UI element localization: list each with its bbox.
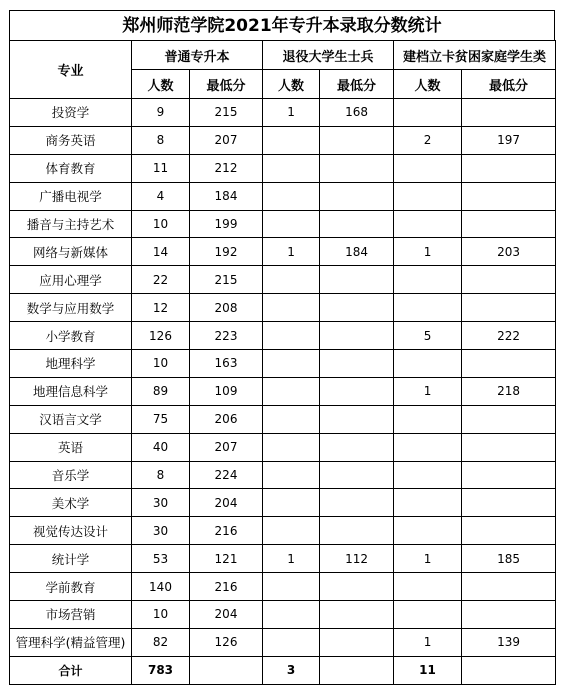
count-poverty-cell [394, 433, 462, 461]
table-row [10, 377, 556, 405]
header-count: 人数 [132, 70, 190, 99]
major-cell: 统计学 [10, 545, 132, 573]
min-score-poverty-cell [462, 601, 556, 629]
min-score-poverty-cell [462, 294, 556, 322]
table-row [10, 266, 556, 294]
table-row [10, 182, 556, 210]
count-poverty-cell [394, 517, 462, 545]
count-veteran-cell [263, 266, 320, 294]
min-score-regular-cell: 215 [190, 99, 263, 127]
major-cell: 数学与应用数学 [10, 294, 132, 322]
min-score-veteran-cell: 184 [320, 238, 394, 266]
min-score-poverty-cell [462, 461, 556, 489]
major-cell: 地理信息科学 [10, 377, 132, 405]
header-min-score: 最低分 [190, 70, 263, 99]
total-empty [190, 656, 263, 684]
count-regular-cell: 10 [132, 350, 190, 378]
table-row [10, 154, 556, 182]
major-cell: 商务英语 [10, 126, 132, 154]
count-veteran-cell [263, 210, 320, 238]
min-score-poverty-cell [462, 154, 556, 182]
major-cell: 广播电视学 [10, 182, 132, 210]
count-veteran-cell: 1 [263, 238, 320, 266]
min-score-regular-cell: 212 [190, 154, 263, 182]
header-group-poverty: 建档立卡贫困家庭学生类 [394, 41, 556, 70]
count-regular-cell: 10 [132, 210, 190, 238]
min-score-regular-cell: 109 [190, 377, 263, 405]
min-score-veteran-cell [320, 573, 394, 601]
min-score-poverty-cell [462, 405, 556, 433]
min-score-poverty-cell [462, 489, 556, 517]
min-score-poverty-cell [462, 99, 556, 127]
table-row [10, 294, 556, 322]
count-poverty-cell [394, 601, 462, 629]
min-score-veteran-cell [320, 126, 394, 154]
count-regular-cell: 12 [132, 294, 190, 322]
min-score-regular-cell: 126 [190, 628, 263, 656]
total-empty [462, 656, 556, 684]
count-poverty-cell: 1 [394, 377, 462, 405]
count-veteran-cell [263, 154, 320, 182]
count-regular-cell: 8 [132, 461, 190, 489]
total-count-poverty: 11 [394, 656, 462, 684]
count-poverty-cell [394, 266, 462, 294]
min-score-poverty-cell [462, 350, 556, 378]
count-veteran-cell [263, 377, 320, 405]
header-min-score: 最低分 [462, 70, 556, 99]
min-score-regular-cell: 215 [190, 266, 263, 294]
min-score-regular-cell: 192 [190, 238, 263, 266]
min-score-poverty-cell [462, 573, 556, 601]
count-poverty-cell [394, 182, 462, 210]
min-score-regular-cell: 223 [190, 322, 263, 350]
count-poverty-cell [394, 99, 462, 127]
min-score-veteran-cell [320, 433, 394, 461]
count-poverty-cell: 1 [394, 628, 462, 656]
count-poverty-cell [394, 489, 462, 517]
min-score-regular-cell: 163 [190, 350, 263, 378]
count-veteran-cell [263, 489, 320, 517]
header-group-regular: 普通专升本 [132, 41, 263, 70]
min-score-veteran-cell [320, 461, 394, 489]
table-row [10, 99, 556, 127]
major-cell: 网络与新媒体 [10, 238, 132, 266]
count-regular-cell: 4 [132, 182, 190, 210]
count-veteran-cell [263, 350, 320, 378]
header-count: 人数 [394, 70, 462, 99]
count-regular-cell: 30 [132, 517, 190, 545]
min-score-poverty-cell [462, 517, 556, 545]
min-score-veteran-cell [320, 294, 394, 322]
table-row [10, 573, 556, 601]
min-score-veteran-cell [320, 628, 394, 656]
header-min-score: 最低分 [320, 70, 394, 99]
min-score-poverty-cell: 218 [462, 377, 556, 405]
count-regular-cell: 89 [132, 377, 190, 405]
count-poverty-cell: 5 [394, 322, 462, 350]
table-row [10, 405, 556, 433]
count-poverty-cell [394, 461, 462, 489]
count-regular-cell: 14 [132, 238, 190, 266]
header-row-groups [10, 41, 556, 70]
min-score-regular-cell: 208 [190, 294, 263, 322]
min-score-regular-cell: 216 [190, 573, 263, 601]
header-count: 人数 [263, 70, 320, 99]
sheet-title: 郑州师范学院2021年专升本录取分数统计 [9, 10, 555, 40]
min-score-veteran-cell [320, 489, 394, 517]
min-score-veteran-cell [320, 601, 394, 629]
count-regular-cell: 82 [132, 628, 190, 656]
count-poverty-cell [394, 350, 462, 378]
major-cell: 美术学 [10, 489, 132, 517]
min-score-veteran-cell: 112 [320, 545, 394, 573]
count-regular-cell: 9 [132, 99, 190, 127]
count-poverty-cell [394, 154, 462, 182]
total-count-regular: 783 [132, 656, 190, 684]
count-regular-cell: 53 [132, 545, 190, 573]
major-cell: 投资学 [10, 99, 132, 127]
table-row [10, 461, 556, 489]
major-cell: 汉语言文学 [10, 405, 132, 433]
min-score-poverty-cell [462, 182, 556, 210]
min-score-veteran-cell [320, 377, 394, 405]
total-row [10, 656, 556, 684]
min-score-regular-cell: 199 [190, 210, 263, 238]
total-label: 合计 [10, 656, 132, 684]
count-poverty-cell: 1 [394, 238, 462, 266]
count-poverty-cell [394, 294, 462, 322]
count-regular-cell: 140 [132, 573, 190, 601]
major-cell: 应用心理学 [10, 266, 132, 294]
count-veteran-cell [263, 322, 320, 350]
count-veteran-cell [263, 628, 320, 656]
min-score-veteran-cell: 168 [320, 99, 394, 127]
min-score-regular-cell: 207 [190, 126, 263, 154]
count-veteran-cell [263, 573, 320, 601]
min-score-veteran-cell [320, 322, 394, 350]
table-body [10, 99, 556, 657]
count-veteran-cell [263, 517, 320, 545]
table-row [10, 238, 556, 266]
count-veteran-cell [263, 182, 320, 210]
min-score-regular-cell: 184 [190, 182, 263, 210]
table-row [10, 628, 556, 656]
major-cell: 英语 [10, 433, 132, 461]
total-empty [320, 656, 394, 684]
min-score-regular-cell: 204 [190, 601, 263, 629]
major-cell: 地理科学 [10, 350, 132, 378]
min-score-poverty-cell: 139 [462, 628, 556, 656]
table-row [10, 489, 556, 517]
count-poverty-cell: 1 [394, 545, 462, 573]
min-score-poverty-cell: 185 [462, 545, 556, 573]
min-score-veteran-cell [320, 182, 394, 210]
table-row [10, 126, 556, 154]
count-veteran-cell [263, 294, 320, 322]
min-score-poverty-cell: 203 [462, 238, 556, 266]
header-group-veteran: 退役大学生士兵 [263, 41, 394, 70]
min-score-veteran-cell [320, 405, 394, 433]
count-veteran-cell [263, 601, 320, 629]
header-major: 专业 [10, 41, 132, 99]
min-score-veteran-cell [320, 350, 394, 378]
min-score-veteran-cell [320, 210, 394, 238]
min-score-regular-cell: 121 [190, 545, 263, 573]
total-count-veteran: 3 [263, 656, 320, 684]
table-row [10, 601, 556, 629]
min-score-veteran-cell [320, 266, 394, 294]
major-cell: 视觉传达设计 [10, 517, 132, 545]
count-regular-cell: 22 [132, 266, 190, 294]
count-veteran-cell [263, 461, 320, 489]
score-sheet [9, 10, 555, 685]
min-score-regular-cell: 204 [190, 489, 263, 517]
count-regular-cell: 30 [132, 489, 190, 517]
count-veteran-cell [263, 405, 320, 433]
major-cell: 市场营销 [10, 601, 132, 629]
min-score-veteran-cell [320, 154, 394, 182]
major-cell: 学前教育 [10, 573, 132, 601]
count-regular-cell: 75 [132, 405, 190, 433]
admission-score-table [9, 40, 556, 685]
table-row [10, 545, 556, 573]
count-poverty-cell [394, 573, 462, 601]
major-cell: 体育教育 [10, 154, 132, 182]
count-regular-cell: 11 [132, 154, 190, 182]
count-veteran-cell: 1 [263, 99, 320, 127]
count-regular-cell: 8 [132, 126, 190, 154]
min-score-poverty-cell [462, 433, 556, 461]
min-score-poverty-cell [462, 210, 556, 238]
table-row [10, 322, 556, 350]
count-poverty-cell [394, 210, 462, 238]
count-poverty-cell [394, 405, 462, 433]
table-row [10, 210, 556, 238]
count-regular-cell: 10 [132, 601, 190, 629]
table-row [10, 350, 556, 378]
count-regular-cell: 126 [132, 322, 190, 350]
table-row [10, 517, 556, 545]
major-cell: 管理科学(精益管理) [10, 628, 132, 656]
table-row [10, 433, 556, 461]
count-regular-cell: 40 [132, 433, 190, 461]
min-score-poverty-cell: 222 [462, 322, 556, 350]
count-poverty-cell: 2 [394, 126, 462, 154]
major-cell: 音乐学 [10, 461, 132, 489]
major-cell: 小学教育 [10, 322, 132, 350]
count-veteran-cell: 1 [263, 545, 320, 573]
min-score-poverty-cell: 197 [462, 126, 556, 154]
min-score-regular-cell: 206 [190, 405, 263, 433]
count-veteran-cell [263, 433, 320, 461]
major-cell: 播音与主持艺术 [10, 210, 132, 238]
min-score-regular-cell: 207 [190, 433, 263, 461]
count-veteran-cell [263, 126, 320, 154]
min-score-regular-cell: 216 [190, 517, 263, 545]
min-score-poverty-cell [462, 266, 556, 294]
min-score-veteran-cell [320, 517, 394, 545]
min-score-regular-cell: 224 [190, 461, 263, 489]
